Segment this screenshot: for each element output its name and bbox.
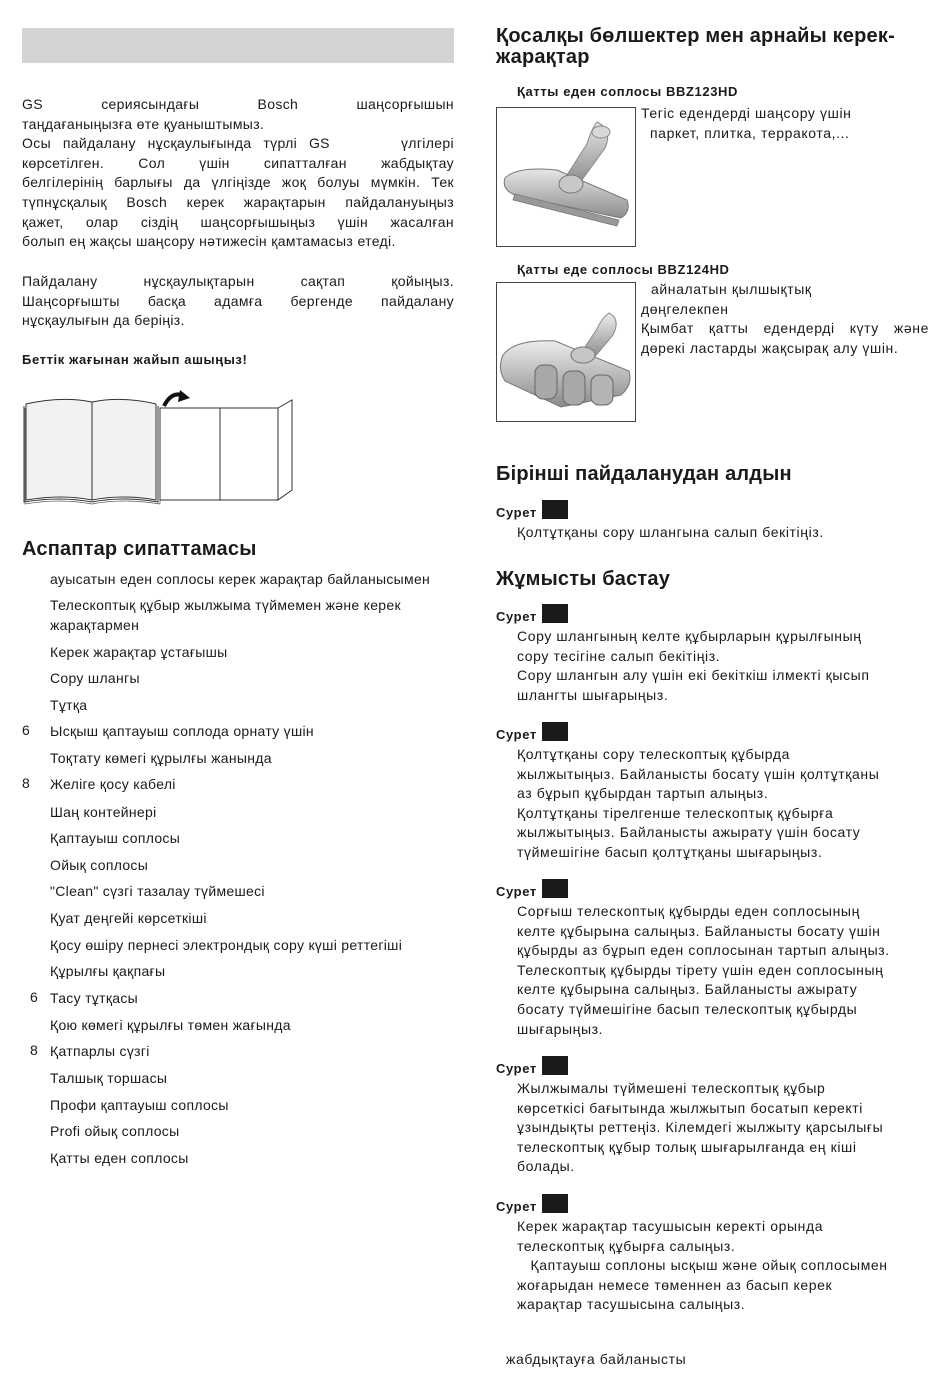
accessory1-line: паркет, плитка, терракота,... <box>650 124 850 141</box>
keep-instructions-paragraph <box>22 272 454 331</box>
intro-word: нұсқаулықтарын <box>143 273 255 289</box>
intro-word: қойыңыз. <box>391 273 454 289</box>
step-text <box>517 745 879 863</box>
list-item: Талшық торшасы <box>50 1070 168 1086</box>
intro-paragraph <box>22 95 454 252</box>
list-item: Қосу өшіру пернесі электрондық сору күші реттегіші <box>50 937 403 953</box>
list-item: Желіге қосу кабелі <box>50 776 176 792</box>
intro-line: болып ең жақсы шаңсору нәтижесін қамтамасыз етеді. <box>22 233 396 250</box>
intro-line: Шаңсорғышты басқа адамға бергенде пайдалану <box>22 292 454 309</box>
intro-line: көрсетілген. Сол үшін сипатталған жабдықтау <box>22 154 454 171</box>
step-text-line: түймешігіне басып қолтұтқаны шығарыңыз. <box>517 843 823 860</box>
step-text-line: ұзындықты реттеңіз. Кілемдегі жылжыту қарсылығы <box>517 1119 884 1136</box>
step-text <box>517 902 890 1039</box>
step-text <box>517 1079 883 1177</box>
step-text-line: Телескоптық құбырды тірету үшін еден соплосының <box>517 961 884 978</box>
intro-line: түпнұсқалық Bosch керек жарақтарын пайдалануыңыз <box>22 193 454 210</box>
list-item: Тоқтату көмегі құрылғы жанында <box>50 750 272 766</box>
list-item-number: 6 <box>30 989 38 1005</box>
step-text-line: болады. <box>517 1158 575 1175</box>
intro-line: таңдағаныңызға өте қуаныштымыз. <box>22 115 265 132</box>
list-item: Қуат деңгейі көрсеткіші <box>50 910 207 926</box>
accessory2-title: Қатты еде соплосы BBZ124HD <box>517 262 730 277</box>
accessory1-line: Тегіс едендерді шаңсору үшін <box>641 105 852 121</box>
figure-number-box <box>542 1056 568 1075</box>
step-figure-label <box>496 607 568 626</box>
list-item: Profi ойық соплосы <box>50 1123 180 1139</box>
figure-label-text: Сурет <box>496 884 537 899</box>
before-use-text: Қолтұтқаны сору шлангына салып бекітіңіз. <box>517 524 824 540</box>
list-item: Тасу тұтқасы <box>50 990 138 1006</box>
step-text-line: Сору шлангының келте құбырларын құрылғының <box>517 628 862 644</box>
list-item: Қатты еден соплосы <box>50 1150 189 1166</box>
step-figure-label <box>496 1059 568 1078</box>
step-text-line: келте құбырына салыңыз. Байланысты босату үшін <box>517 922 881 939</box>
figure-number-box <box>542 500 568 519</box>
step-figure-label <box>496 725 568 744</box>
accessory2-description <box>641 280 929 358</box>
intro-word: шаңсорғышын <box>356 96 454 112</box>
step-text-line: Сорғыш телескоптық құбырды еден соплосының <box>517 903 860 919</box>
intro-word: сақтап <box>300 273 346 289</box>
before-use-figure-label <box>496 503 568 522</box>
intro-word: GS <box>22 96 43 112</box>
description-heading: Аспаптар сипаттамасы <box>22 538 257 560</box>
step-text-line: Сору шлангын алу үшін екі бекіткіш ілмекті қысып <box>517 667 870 684</box>
floor-nozzle-icon <box>497 108 635 246</box>
brush-nozzle-image <box>496 282 636 422</box>
list-item: Профи қаптауыш соплосы <box>50 1097 229 1113</box>
step-text-line: босату түймешігіне басып телескоптық құбырды <box>517 1000 858 1017</box>
list-item: Керек жарақтар ұстағышы <box>50 644 228 660</box>
accessory1-description <box>641 104 852 143</box>
unfold-book-illustration <box>22 388 297 506</box>
step-text-line: Керек жарақтар тасушысын керекті орында <box>517 1218 824 1234</box>
accessories-heading <box>496 26 895 68</box>
intro-line: белгілерінің барлығы да үлгіңізде жоқ болуы мүмкін. Тек <box>22 174 454 191</box>
list-item: "Clean" сүзгі тазалау түймешесі <box>50 883 265 899</box>
step-text-line: жарақтар тасушысына салыңыз. <box>517 1296 746 1313</box>
footer-note: жабдықтауға байланысты <box>506 1351 687 1367</box>
figure-number-box <box>542 1194 568 1213</box>
step-text-line: телескоптық құбыр толық шығарылғанда ең кіші <box>517 1138 857 1155</box>
list-item-number: 6 <box>22 722 30 738</box>
list-item: Сору шлангы <box>50 670 140 686</box>
header-bar <box>22 28 454 63</box>
intro-line: қажет, олар сіздің шаңсорғышыңыз үшін жасалған <box>22 213 454 230</box>
unfold-note: Беттік жағынан жайып ашыңыз! <box>22 352 248 367</box>
figure-number-box <box>542 722 568 741</box>
step-text-line: Жылжымалы түймешені телескоптық құбыр <box>517 1080 826 1096</box>
step-text-line: Қолтұтқаны сору телескоптық құбырда <box>517 746 790 762</box>
list-item: Қаптауыш соплосы <box>50 830 181 846</box>
figure-number-box <box>542 604 568 623</box>
list-item: Телескоптық құбыр жылжыма түймемен және керек жарақтармен <box>50 597 401 633</box>
floor-nozzle-image <box>496 107 636 247</box>
figure-number-box <box>542 879 568 898</box>
intro-line: нұсқаулығын да беріңіз. <box>22 312 185 329</box>
step-text-line: шлангты шығарыңыз. <box>517 686 669 703</box>
step-text-line: көрсеткісі бағытында жылжытып босатып керекті <box>517 1099 864 1116</box>
list-item: Ойық соплосы <box>50 857 149 873</box>
list-item-number: 8 <box>22 775 30 791</box>
step-text-line: сору тесігіне салып бекітіңіз. <box>517 647 721 664</box>
step-text-line: телескоптық құбырға салыңыз. <box>517 1237 736 1254</box>
step-text-line: Қаптауыш соплоны ысқыш және ойық соплосымен <box>517 1257 888 1274</box>
list-item: ауысатын еден соплосы керек жарақтар байланысымен <box>50 571 431 587</box>
accessories-heading-line: Қосалқы бөлшектер мен арнайы керек- <box>496 25 895 47</box>
intro-word: Bosch <box>257 96 299 112</box>
step-text-line: жылжытыңыз. Байланысты ажырату үшін босату <box>517 824 861 841</box>
intro-line: Осы пайдалану нұсқаулығында түрлі GS үлгілері <box>22 135 454 152</box>
step-text-line: аз бұрып құбырдан тартып алыңыз. <box>517 785 769 802</box>
accessories-heading-line: жарақтар <box>496 46 590 68</box>
accessory2-line: Қымбат қатты едендерді күту және <box>641 320 929 337</box>
before-use-heading: Бірінші пайдаланудан алдын <box>496 463 792 485</box>
accessory2-line: дөңгелекпен <box>641 300 729 317</box>
list-item: Ысқыш қаптауыш соплода орнату үшін <box>50 723 314 739</box>
list-item: Қою көмегі құрылғы төмен жағында <box>50 1017 291 1033</box>
step-text-line: келте құбырына салыңыз. Байланысты ажырату <box>517 981 858 998</box>
step-text <box>517 1217 888 1315</box>
step-text-line: жылжытыңыз. Байланысты босату үшін қолтұтқаны <box>517 765 880 782</box>
intro-word: сериясындағы <box>101 96 200 112</box>
figure-label-text: Сурет <box>496 505 537 520</box>
list-item: Құрылғы қақпағы <box>50 963 166 979</box>
step-text-line: шығарыңыз. <box>517 1020 604 1037</box>
figure-label-text: Сурет <box>496 727 537 742</box>
accessory1-title: Қатты еден соплосы BBZ123HD <box>517 84 738 99</box>
list-item: Тұтқа <box>50 697 88 713</box>
step-text <box>517 627 870 705</box>
intro-word: Пайдалану <box>22 273 98 289</box>
accessory2-line: айналатын қылшықтық <box>651 281 812 297</box>
step-text-line: Қолтұтқаны тірелгенше телескоптық құбырға <box>517 804 834 821</box>
brush-nozzle-icon <box>497 283 635 421</box>
list-item: Шаң контейнері <box>50 804 157 820</box>
step-figure-label <box>496 882 568 901</box>
figure-label-text: Сурет <box>496 1061 537 1076</box>
figure-label-text: Сурет <box>496 1199 537 1214</box>
step-text-line: жоғарыдан немесе төменнен аз басып керек <box>517 1276 833 1293</box>
step-figure-label <box>496 1197 568 1216</box>
step-text-line: құбырды аз бұрып еден соплосынан тартып алыңыз. <box>517 942 890 959</box>
list-item: Қатпарлы сүзгі <box>50 1043 150 1059</box>
getting-started-heading: Жұмысты бастау <box>496 568 671 590</box>
accessory2-line: дөрекі ластарды жақсырақ алу үшін. <box>641 339 899 356</box>
figure-label-text: Сурет <box>496 609 537 624</box>
list-item-number: 8 <box>30 1042 38 1058</box>
